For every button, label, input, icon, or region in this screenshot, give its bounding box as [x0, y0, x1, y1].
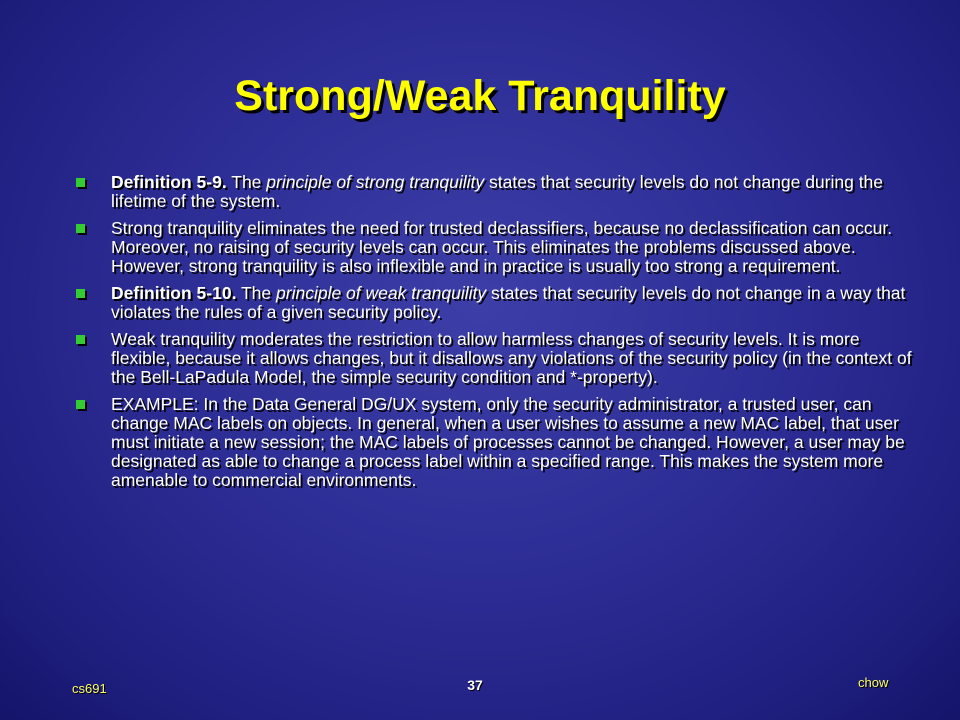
square-bullet-icon	[76, 224, 85, 233]
square-bullet-icon	[76, 289, 85, 298]
bullet-item-definition-5-10	[76, 284, 916, 322]
bullet-text: Weak tranquility moderates the restriction to allow harmless changes of security levels. It is more flexible, because it allows changes, but it disallows any violations of the security policy (in the context of the Bell-LaPadula Model, the simple security condition and *-property).	[111, 329, 912, 387]
bullet-item-strong-tranquility	[76, 219, 916, 276]
bullet-text: states that security levels do not change during the lifetime of the system.	[111, 172, 884, 211]
square-bullet-icon	[76, 178, 85, 187]
definition-label: Definition 5-10.	[111, 283, 237, 303]
square-bullet-icon	[76, 335, 85, 344]
square-bullet-icon	[76, 400, 85, 409]
defined-term: principle of weak tranquility	[276, 283, 487, 303]
bullet-text: EXAMPLE: In the Data General DG/UX system, only the security administrator, a trusted user, can change MAC labels on objects. In general, when a user wishes to assume a new MAC label, that user must initiate a new session; the MAC labels of processes cannot be changed. However, a user may be designated as able to change a process label within a specified range. This makes the system more amenable to commercial environments.	[111, 394, 905, 490]
bullet-text: Strong tranquility eliminates the need for trusted declassifiers, because no declassification can occur. Moreover, no raising of security levels can occur. This eliminates the problems discussed above. However, strong tranquility is also inflexible and in practice is usually too strong a requirement.	[111, 218, 893, 276]
slide-title: Strong/Weak Tranquility	[234, 72, 726, 120]
bullet-text: states that security levels do not change in a way that violates the rules of a given security policy.	[111, 283, 906, 322]
bullet-item-example	[76, 395, 916, 490]
definition-label: Definition 5-9.	[111, 172, 227, 192]
bullet-text: The	[226, 172, 267, 192]
footer-page-number: 37	[467, 677, 483, 693]
bullet-text: The	[236, 283, 277, 303]
bullet-item-definition-5-9	[76, 173, 916, 211]
defined-term: principle of strong tranquility	[266, 172, 485, 192]
footer-author: chow	[858, 675, 889, 690]
bullet-list	[76, 173, 916, 498]
bullet-item-weak-tranquility	[76, 330, 916, 387]
footer-course-code: cs691	[72, 681, 107, 696]
